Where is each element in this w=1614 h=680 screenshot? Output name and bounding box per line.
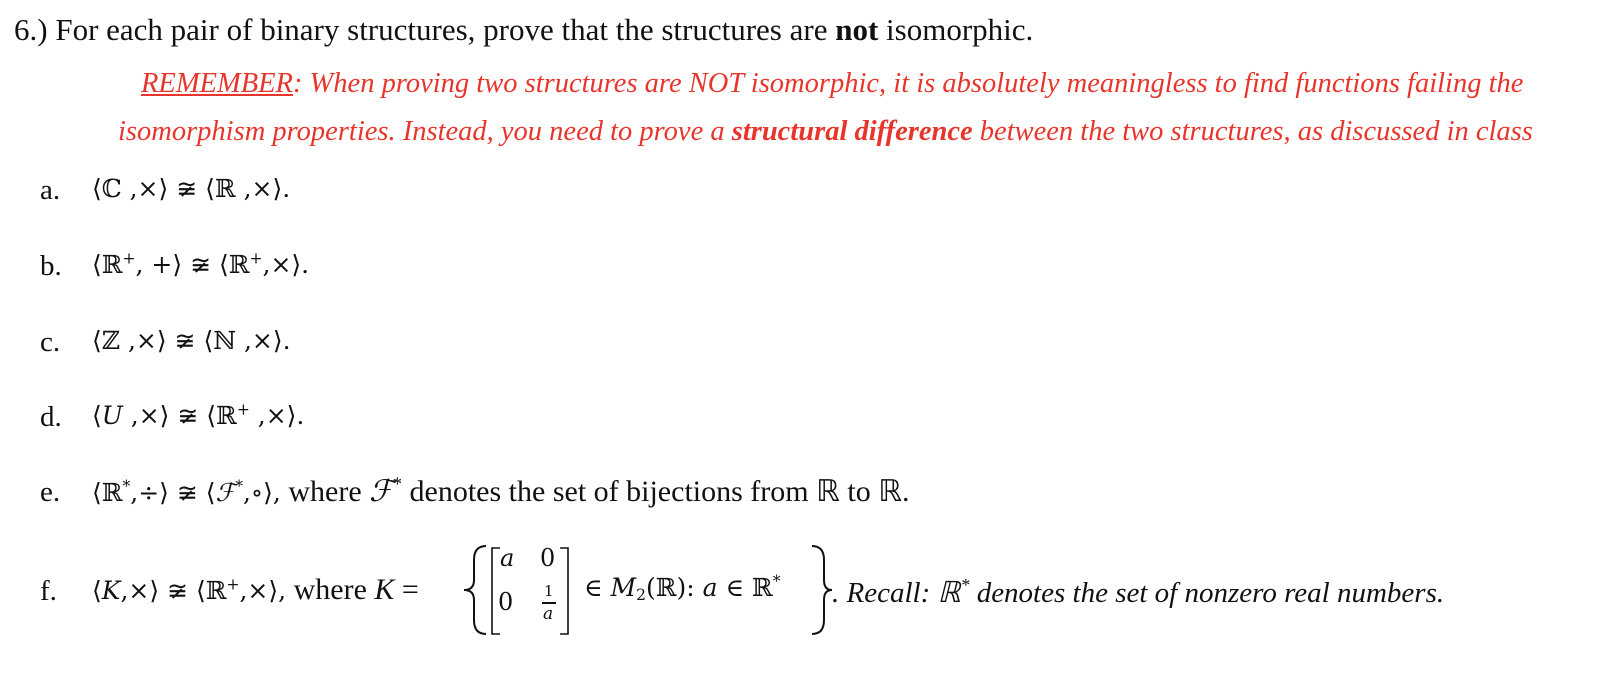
right-brace-svg: [808, 540, 832, 640]
part-e-expression: ⟨ℝ*,÷⟩ ≆ ⟨ℱ*,∘⟩, where ℱ* denotes the set of bijections from ℝ to ℝ.: [92, 473, 910, 508]
right-brace: [812, 546, 832, 634]
part-e-description: where ℱ* denotes the set of bijections from ℝ to ℝ.: [280, 473, 910, 508]
part-c-letter: c.: [40, 326, 61, 358]
part-b-letter: b.: [40, 250, 62, 282]
part-b-expression: ⟨ℝ+, +⟩ ≆ ⟨ℝ+,×⟩.: [92, 249, 310, 279]
matrix-a22-denominator: a: [543, 604, 554, 624]
question-text: For each pair of binary structures, prove that the structures are not isomorphic.: [55, 12, 1034, 47]
recall-note: . Recall: ℝ* denotes the set of nonzero real numbers.: [832, 575, 1445, 609]
part-a-letter: a.: [40, 174, 61, 206]
matrix-right-bracket: [560, 548, 568, 634]
part-f-where: where K =: [286, 573, 419, 606]
question-heading: [14, 12, 1033, 48]
part-d-letter: d.: [40, 401, 62, 433]
part-f-expression: ⟨K,×⟩ ≆ ⟨ℝ+,×⟩, where K =: [92, 573, 419, 606]
remember-note-line2: isomorphism properties. Instead, you need to prove a structural difference between the two structures, as discussed in class: [118, 116, 1533, 147]
set-condition: ∈ $M_2(ℝ)$: a ∈ ℝ*: [584, 572, 781, 604]
part-a-expression: ⟨ℂ ,×⟩ ≆ ⟨ℝ ,×⟩.: [92, 174, 291, 203]
question-number: 6.): [14, 12, 48, 47]
part-f-letter: f.: [40, 575, 57, 607]
remember-label: REMEMBER: [141, 68, 293, 99]
bold-not: not: [835, 12, 879, 47]
structural-difference: structural difference: [731, 116, 973, 147]
matrix-a21: 0: [498, 588, 514, 616]
matrix-a11: a: [500, 544, 515, 572]
matrix-a12: 0: [540, 544, 556, 572]
matrix-a22-numerator: 1: [544, 582, 554, 600]
remember-note-line1: REMEMBER: When proving two structures are NOT isomorphic, it is absolutely meaningless to find functions failing the: [141, 68, 1524, 99]
part-e-letter: e.: [40, 476, 61, 508]
part-d-expression: ⟨U ,×⟩ ≆ ⟨ℝ+ ,×⟩.: [92, 400, 305, 430]
matrix-right-bracket-svg: [556, 540, 576, 640]
set-brackets: [460, 540, 532, 640]
left-brace: [464, 546, 486, 634]
part-c-expression: ⟨ℤ ,×⟩ ≆ ⟨ℕ ,×⟩.: [92, 326, 291, 355]
